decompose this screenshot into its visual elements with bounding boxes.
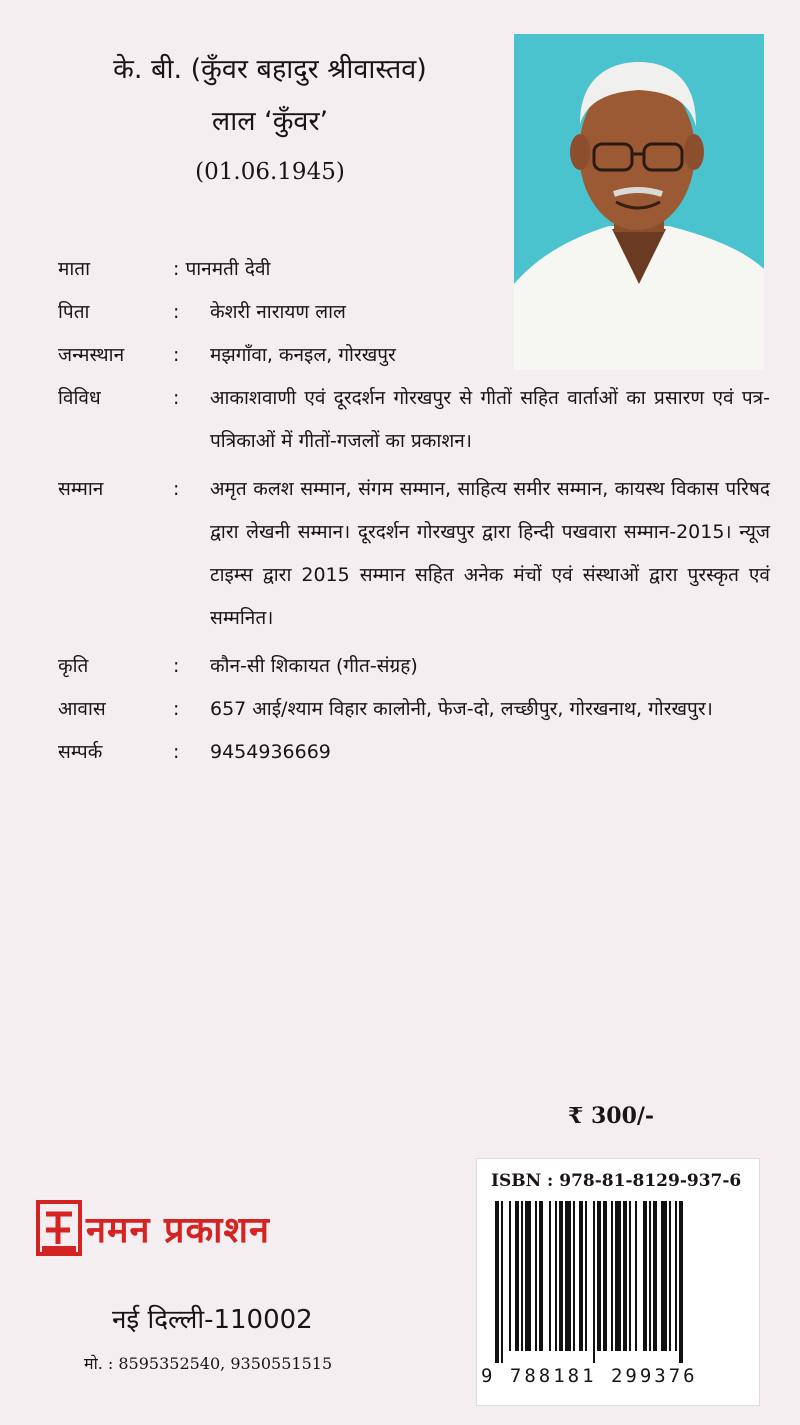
detail-label: माता bbox=[58, 258, 91, 280]
detail-label: जन्मस्थान bbox=[58, 344, 125, 366]
detail-value: 657 आई/श्याम विहार कालोनी, फेज-दो, लच्छीपुर, गोरखनाथ, गोरखपुर। bbox=[210, 698, 713, 720]
isbn-barcode-box bbox=[476, 1158, 760, 1406]
detail-label: कृति bbox=[58, 655, 89, 677]
detail-value: केशरी नारायण लाल bbox=[210, 301, 346, 323]
detail-colon: : bbox=[173, 344, 180, 366]
detail-row-residence bbox=[58, 688, 770, 731]
detail-colon: : bbox=[173, 655, 180, 677]
detail-colon: : bbox=[173, 478, 180, 500]
barcode-icon bbox=[495, 1201, 741, 1363]
publisher-logo-icon bbox=[36, 1200, 82, 1256]
detail-row-contact bbox=[58, 731, 770, 774]
detail-value: अमृत कलश सम्मान, संगम सम्मान, साहित्य समीर सम्मान, कायस्थ विकास परिषद द्वारा लेखनी सम्मान। दूरदर्शन गोरखपुर द्वारा हिन्दी पखवारा सम्मान-2015। न्यूज टाइम्स द्वारा 2015 सम्मान सहित अनेक मंचों एवं संस्थाओं द्वारा पुरस्कृत एवं सम्मनित। bbox=[210, 478, 770, 629]
author-details bbox=[58, 248, 770, 774]
detail-colon: : bbox=[173, 698, 180, 720]
author-dob: (01.06.1945) bbox=[195, 159, 345, 185]
detail-row-birthplace bbox=[58, 334, 770, 377]
author-pen-name: लाल ‘कुँवर’ bbox=[211, 106, 329, 137]
detail-label: पिता bbox=[58, 301, 90, 323]
detail-label: सम्मान bbox=[58, 478, 104, 500]
author-header bbox=[40, 48, 500, 190]
detail-value: मझगाँवा, कनइल, गोरखपुर bbox=[210, 344, 396, 366]
book-price: ₹ 300/- bbox=[568, 1103, 655, 1129]
detail-label: आवास bbox=[58, 698, 106, 720]
detail-colon: : bbox=[173, 301, 180, 323]
detail-colon: : bbox=[173, 387, 180, 409]
publisher-name: नमन प्रकाशन bbox=[86, 1209, 270, 1251]
detail-colon: : bbox=[173, 741, 180, 763]
detail-row-work bbox=[58, 645, 770, 688]
isbn-number: ISBN : 978-81-8129-937-6 bbox=[491, 1171, 742, 1191]
detail-value: : पानमती देवी bbox=[173, 258, 271, 280]
detail-value: 9454936669 bbox=[210, 741, 331, 763]
publisher-logo bbox=[36, 1200, 270, 1256]
detail-value: कौन-सी शिकायत (गीत-संग्रह) bbox=[210, 655, 418, 677]
detail-row-father bbox=[58, 291, 770, 334]
detail-row-honours bbox=[58, 468, 770, 640]
detail-row-mother bbox=[58, 248, 770, 291]
detail-value: आकाशवाणी एवं दूरदर्शन गोरखपुर से गीतों सहित वार्ताओं का प्रसारण एवं पत्र-पत्रिकाओं में गीतों-गजलों का प्रकाशन। bbox=[210, 387, 770, 452]
publisher-phones: मो. : 8595352540, 9350551515 bbox=[84, 1354, 333, 1373]
publisher-city: नई दिल्ली-110002 bbox=[112, 1305, 313, 1335]
detail-label: सम्पर्क bbox=[58, 741, 103, 763]
detail-row-misc bbox=[58, 377, 770, 463]
barcode-digits: 9 788181 299376 bbox=[481, 1365, 698, 1387]
author-name: के. बी. (कुँवर बहादुर श्रीवास्तव) bbox=[113, 54, 427, 85]
detail-label: विविध bbox=[58, 387, 101, 409]
